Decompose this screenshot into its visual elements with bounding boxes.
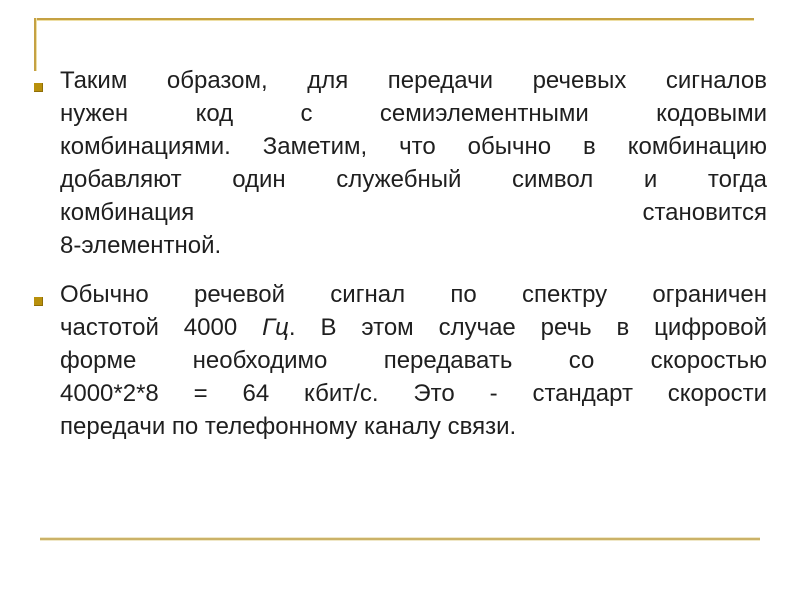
text-line: Обычно речевой сигнал по спектру ограничен bbox=[60, 281, 767, 308]
text-line: комбинация становится bbox=[60, 199, 767, 226]
text-line: форме необходимо передавать со скоростью bbox=[60, 347, 767, 374]
square-bullet-icon bbox=[34, 83, 43, 92]
top-accent-line bbox=[35, 18, 754, 20]
text-line: 8-элементной. bbox=[60, 232, 222, 259]
text-line: комбинациями. Заметим, что обычно в комбинацию bbox=[60, 133, 767, 160]
italic-unit-hz: Гц bbox=[262, 314, 289, 341]
text-line: передачи по телефонному каналу связи. bbox=[60, 413, 517, 440]
text-line: Таким образом, для передачи речевых сигналов bbox=[60, 67, 767, 94]
text-segment: частотой 4000 bbox=[60, 314, 238, 341]
bullet-item-1 bbox=[34, 64, 767, 262]
slide-body-text bbox=[34, 64, 767, 443]
text-line: 4000*2*8 = 64 кбит/с. Это - стандарт скорости bbox=[60, 380, 767, 407]
text-line: нужен код с семиэлементными кодовыми bbox=[60, 100, 767, 127]
square-bullet-icon bbox=[34, 297, 43, 306]
bullet-item-2 bbox=[34, 278, 767, 443]
text-line bbox=[60, 311, 767, 344]
bottom-accent-line bbox=[40, 538, 760, 540]
text-segment: . В этом случае речь в цифровой bbox=[288, 314, 767, 341]
text-line: добавляют один служебный символ и тогда bbox=[60, 166, 767, 193]
